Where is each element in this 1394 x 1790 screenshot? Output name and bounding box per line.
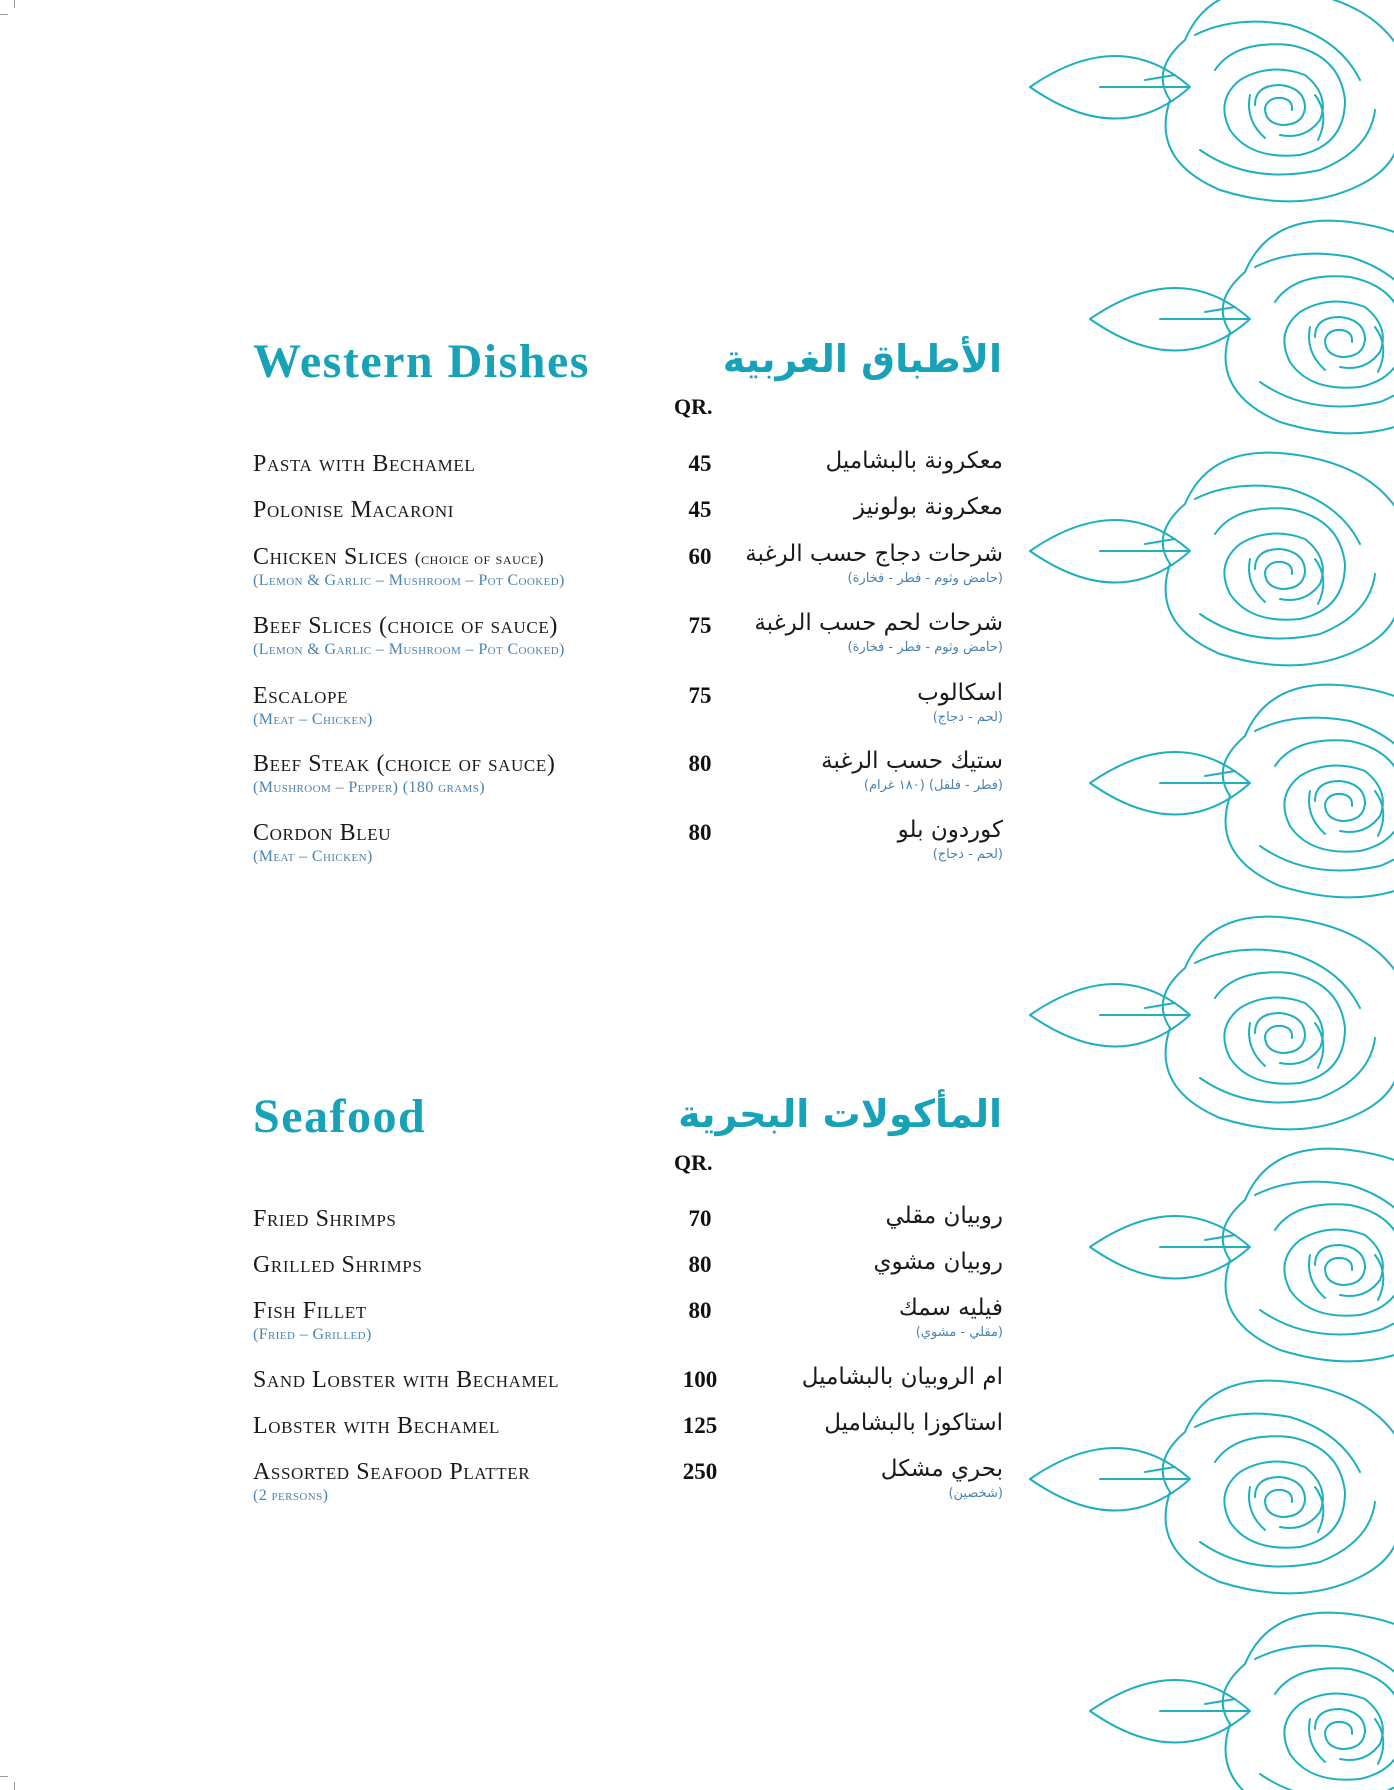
item-price: 125 xyxy=(682,1413,718,1438)
crop-mark-bottom-left-h xyxy=(0,1776,8,1777)
item-note-en: (Fried – Grilled) xyxy=(253,1326,372,1343)
item-price: 80 xyxy=(688,751,712,776)
item-name-ar: كوردون بلو xyxy=(897,817,1003,843)
item-price: 80 xyxy=(688,1298,712,1323)
item-note-en: (Mushroom – Pepper) (180 grams) xyxy=(253,779,485,796)
item-note-ar: (لحم - دجاج) xyxy=(932,847,1003,862)
item-note-ar: (حامض وثوم - فطر - فخارة) xyxy=(847,640,1003,655)
item-price: 75 xyxy=(688,613,712,638)
item-price: 80 xyxy=(688,820,712,845)
item-name-en: Beef Steak (choice of sauce) xyxy=(253,751,556,777)
item-name-en: Fried Shrimps xyxy=(253,1206,397,1232)
item-note-ar: (حامض وثوم - فطر - فخارة) xyxy=(847,571,1003,586)
item-price: 60 xyxy=(688,544,712,569)
item-note-ar: (لحم - دجاج) xyxy=(932,710,1003,725)
currency-label: QR. xyxy=(674,1150,713,1175)
crop-mark-top-left-h xyxy=(0,14,8,15)
section-title-western-en: Western Dishes xyxy=(253,335,590,388)
menu-item xyxy=(253,1295,1003,1359)
menu-item xyxy=(253,680,1003,744)
item-price: 70 xyxy=(688,1206,712,1231)
menu-item xyxy=(253,610,1003,674)
item-name-en: Lobster with Bechamel xyxy=(253,1413,500,1439)
crop-mark-bottom-left-v xyxy=(14,1782,15,1790)
item-name-en: Grilled Shrimps xyxy=(253,1252,423,1278)
item-name-en: Beef Slices (choice of sauce) xyxy=(253,613,558,639)
section-title-seafood-en: Seafood xyxy=(253,1090,427,1143)
item-name-en: Cordon Bleu xyxy=(253,820,392,846)
item-name-en: Escalope xyxy=(253,683,349,709)
menu-item xyxy=(253,1456,1003,1520)
item-note-ar: (فطر - فلفل) (١٨٠ غرام) xyxy=(863,778,1003,793)
item-name-ar: معكرونة بالبشاميل xyxy=(825,448,1003,474)
menu-item xyxy=(253,541,1003,605)
item-price: 75 xyxy=(688,683,712,708)
item-name-ar: ام الروبيان بالبشاميل xyxy=(801,1364,1003,1390)
item-name-en: Assorted Seafood Platter xyxy=(253,1459,531,1485)
item-name-ar: معكرونة بولونيز xyxy=(853,494,1003,520)
item-name-en: Fish Fillet xyxy=(253,1298,367,1324)
item-name-ar: شرحات لحم حسب الرغبة xyxy=(754,610,1003,636)
item-name-ar: شرحات دجاج حسب الرغبة xyxy=(745,541,1003,567)
item-price: 100 xyxy=(682,1367,718,1392)
item-note-ar: (مقلي - مشوي) xyxy=(915,1325,1003,1340)
item-name-en-main: Chicken Slices xyxy=(253,544,409,570)
currency-label: QR. xyxy=(674,394,713,419)
item-name-ar: ستيك حسب الرغبة xyxy=(821,748,1003,774)
section-title-seafood-ar: المأكولات البحرية xyxy=(678,1092,1002,1136)
item-note-en: (Meat – Chicken) xyxy=(253,848,373,865)
item-name-ar: استاكوزا بالبشاميل xyxy=(824,1410,1003,1436)
item-note-ar: (شخصين) xyxy=(948,1486,1003,1501)
item-name-en: Pasta with Bechamel xyxy=(253,451,476,477)
item-inline-note: (choice of sauce) xyxy=(414,549,545,568)
menu-item xyxy=(253,748,1003,812)
item-name-en: Sand Lobster with Bechamel xyxy=(253,1367,560,1393)
item-price: 45 xyxy=(688,451,712,476)
item-name-en xyxy=(253,545,544,569)
item-name-ar: فيليه سمك xyxy=(898,1295,1003,1321)
rose-border-decoration xyxy=(1000,0,1394,1790)
item-name-ar: بحري مشكل xyxy=(880,1456,1003,1482)
item-name-en: Polonise Macaroni xyxy=(253,497,455,523)
item-note-en: (Lemon & Garlic – Mushroom – Pot Cooked) xyxy=(253,641,565,658)
menu-item xyxy=(253,817,1003,881)
crop-mark-top-left-v xyxy=(14,0,15,8)
item-note-en: (Meat – Chicken) xyxy=(253,711,373,728)
item-note-en: (Lemon & Garlic – Mushroom – Pot Cooked) xyxy=(253,572,565,589)
item-name-ar: روبيان مقلي xyxy=(885,1203,1003,1229)
item-price: 250 xyxy=(682,1459,718,1484)
item-note-en: (2 persons) xyxy=(253,1487,329,1504)
item-name-ar: روبيان مشوي xyxy=(873,1249,1003,1275)
section-title-western-ar: الأطباق الغربية xyxy=(722,337,1002,381)
item-price: 45 xyxy=(688,497,712,522)
item-price: 80 xyxy=(688,1252,712,1277)
item-name-ar: اسكالوب xyxy=(917,680,1003,706)
